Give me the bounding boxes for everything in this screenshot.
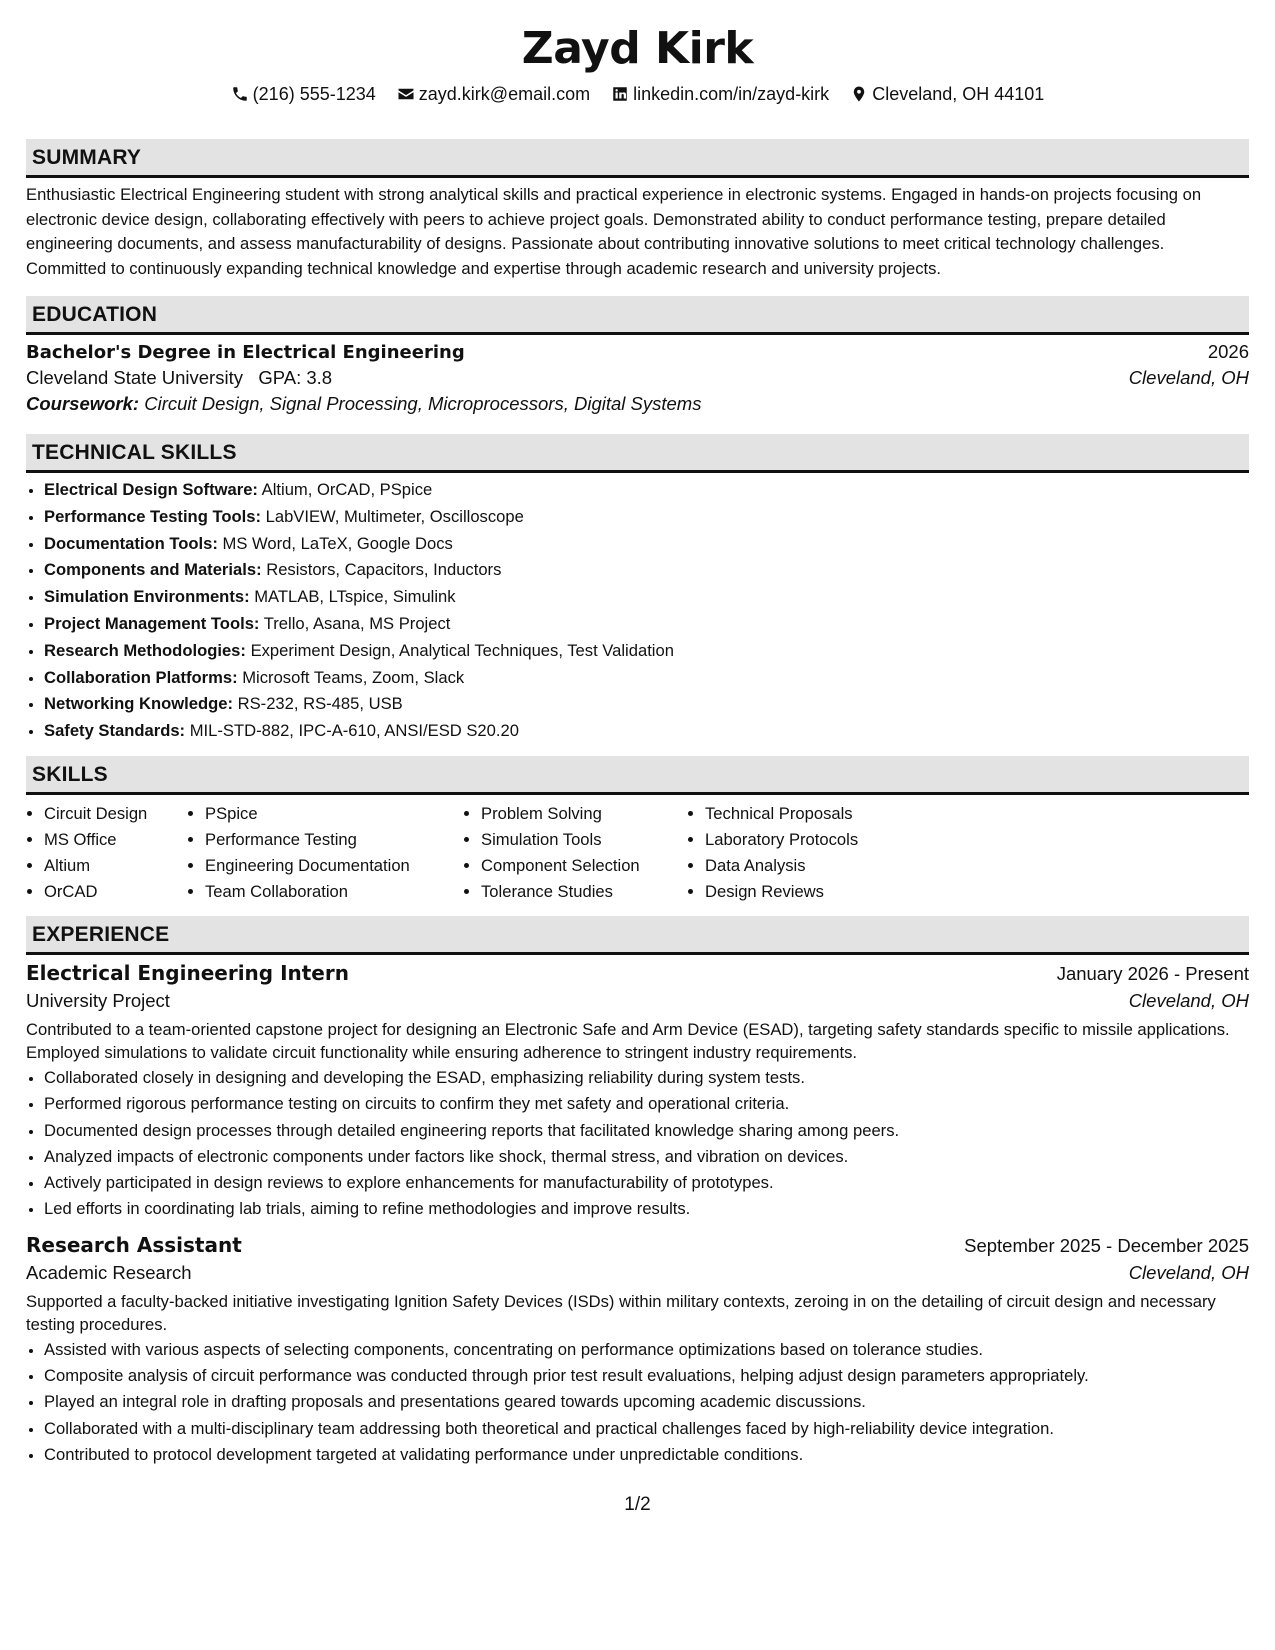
list-item: • Collaborated closely in designing and developing the ESAD, emphasizing reliability during system tests. <box>44 1065 1249 1091</box>
summary-section <box>26 139 1249 281</box>
gpa: GPA: 3.8 <box>258 367 333 388</box>
skill-value: Altium, OrCAD, PSpice <box>261 480 433 499</box>
contact-email <box>397 82 590 106</box>
job-organization: University Project <box>26 989 170 1011</box>
experience-section <box>26 916 1249 1468</box>
skills-column-4 <box>687 801 965 905</box>
education-section <box>26 296 1249 415</box>
page-number: 1/2 <box>624 1494 651 1515</box>
list-item: • Contributed to protocol development targeted at validating performance under unpredictable conditions. <box>44 1442 1249 1468</box>
job-bullets <box>26 1065 1249 1223</box>
list-item: • Performed rigorous performance testing on circuits to confirm they met safety and operational criteria. <box>44 1091 1249 1117</box>
email-text: zayd.kirk@email.com <box>418 84 591 104</box>
list-item: • Led efforts in coordinating lab trials, aiming to refine methodologies and improve results. <box>44 1196 1249 1222</box>
job-org-row <box>26 990 1249 1012</box>
job-bullets <box>26 1337 1249 1468</box>
job-title-row <box>26 961 1249 985</box>
list-item: • Analyzed impacts of electronic components under factors like shock, thermal stress, and vibration on devices. <box>44 1144 1249 1170</box>
skills-columns <box>26 801 1249 905</box>
list-item <box>44 584 1249 611</box>
job-entry <box>26 1233 1249 1468</box>
list-item <box>44 557 1249 584</box>
skill-value: Resistors, Capacitors, Inductors <box>266 560 502 580</box>
technical-skills-heading: TECHNICAL SKILLS <box>26 434 1249 473</box>
contact-location <box>850 82 1044 106</box>
skills-column-2 <box>187 801 463 905</box>
list-item: • Altium <box>44 853 187 879</box>
skills-column-3 <box>463 801 687 905</box>
skill-value: MATLAB, LTspice, Simulink <box>254 587 456 607</box>
job-location: Cleveland, OH <box>1128 1261 1249 1283</box>
skill-label: Performance Testing Tools: <box>44 506 261 526</box>
job-org-row <box>26 1262 1249 1284</box>
skill-label: Documentation Tools: <box>44 533 218 553</box>
skill-value: LabVIEW, Multimeter, Oscilloscope <box>265 506 524 526</box>
map-pin-icon <box>850 85 868 103</box>
coursework-list: Circuit Design, Signal Processing, Microprocessors, Digital Systems <box>144 393 702 414</box>
list-item <box>44 638 1249 665</box>
job-title: Electrical Engineering Intern <box>26 960 349 985</box>
job-entry <box>26 961 1249 1223</box>
job-description: Contributed to a team-oriented capstone project for designing an Electronic Safe and Arm Device (ESAD), targeting safety standards specific to missile applications. Employed simulations to validate circuit functionality while ensuring adherence to stringent industry requirements. <box>26 1019 1230 1063</box>
list-item: • Assisted with various aspects of selecting components, concentrating on performance optimizations based on tolerance studies. <box>44 1337 1249 1363</box>
technical-skills-section <box>26 434 1249 745</box>
list-item: • Design Reviews <box>705 879 965 905</box>
skill-label: Research Methodologies: <box>44 640 246 660</box>
skill-label: Safety Standards: <box>44 721 186 741</box>
skill-label: Networking Knowledge: <box>44 694 233 714</box>
phone-icon <box>231 85 249 103</box>
list-item <box>44 531 1249 558</box>
job-organization: Academic Research <box>26 1261 192 1283</box>
school-location: Cleveland, OH <box>1128 367 1249 388</box>
resume-page <box>26 0 1249 1468</box>
list-item: • Data Analysis <box>705 853 965 879</box>
list-item: • Technical Proposals <box>705 801 965 827</box>
list-item <box>44 718 1249 745</box>
job-dates: January 2026 - Present <box>1056 962 1249 984</box>
list-item <box>44 477 1249 504</box>
envelope-icon <box>397 85 415 103</box>
skill-label: Collaboration Platforms: <box>44 667 238 687</box>
skill-value: Trello, Asana, MS Project <box>263 613 451 633</box>
contact-phone <box>231 82 376 106</box>
list-item: • Engineering Documentation <box>205 853 463 879</box>
job-title-row <box>26 1233 1249 1257</box>
graduation-year: 2026 <box>1207 341 1249 362</box>
phone-text: (216) 555-1234 <box>252 84 376 104</box>
skill-value: MS Word, LaTeX, Google Docs <box>222 533 453 553</box>
list-item: • Collaborated with a multi-disciplinary team addressing both theoretical and practical challenges faced by high-reliability device integration. <box>44 1416 1249 1442</box>
skill-label: Project Management Tools: <box>44 613 260 633</box>
skill-value: MIL-STD-882, IPC-A-610, ANSI/ESD S20.20 <box>189 721 519 741</box>
list-item <box>44 504 1249 531</box>
list-item: • Played an integral role in drafting proposals and presentations geared towards upcoming academic discussions. <box>44 1389 1249 1415</box>
summary-text: Enthusiastic Electrical Engineering student with strong analytical skills and practical experience in electronic systems. Engaged in hands-on projects focusing on electronic device design, collaborating effectively with peers to achieve project goals. Demonstrated ability to conduct performance testing, prepare detailed engineering documents, and assess manufacturability of designs. Passionate about contributing innovative solutions to meet critical technology challenges. Committed to continuously expanding technical knowledge and expertise through academic research and university projects. <box>26 185 1202 278</box>
linkedin-icon <box>611 85 629 103</box>
linkedin-text: linkedin.com/in/zayd-kirk <box>633 84 830 104</box>
coursework-label: Coursework: <box>26 393 140 414</box>
skill-label: Electrical Design Software: <box>44 480 258 499</box>
list-item: • MS Office <box>44 827 187 853</box>
summary-heading: SUMMARY <box>26 139 1249 178</box>
list-item: • PSpice <box>205 801 463 827</box>
list-item: • Actively participated in design reviews to explore enhancements for manufacturability of prototypes. <box>44 1170 1249 1196</box>
technical-skills-list <box>26 477 1249 745</box>
list-item: • Performance Testing <box>205 827 463 853</box>
skills-heading: SKILLS <box>26 756 1249 795</box>
skills-column-1 <box>26 801 187 905</box>
list-item: • Team Collaboration <box>205 879 463 905</box>
list-item: • OrCAD <box>44 879 187 905</box>
list-item: • Documented design processes through detailed engineering reports that facilitated knowledge sharing among peers. <box>44 1118 1249 1144</box>
list-item: • Component Selection <box>481 853 687 879</box>
list-item: • Simulation Tools <box>481 827 687 853</box>
contact-bar <box>26 82 1249 109</box>
school-line <box>26 367 332 389</box>
degree-row <box>26 341 1249 363</box>
contact-linkedin <box>611 82 829 106</box>
list-item: • Laboratory Protocols <box>705 827 965 853</box>
list-item <box>44 691 1249 718</box>
experience-heading: EXPERIENCE <box>26 916 1249 955</box>
list-item: • Composite analysis of circuit performance was conducted through prior test result evaluations, helping adjust design parameters appropriately. <box>44 1363 1249 1389</box>
school-name: Cleveland State University <box>26 367 243 388</box>
education-heading: EDUCATION <box>26 296 1249 335</box>
school-row <box>26 367 1249 389</box>
list-item <box>44 611 1249 638</box>
job-dates: September 2025 - December 2025 <box>964 1234 1249 1256</box>
list-item: • Circuit Design <box>44 801 187 827</box>
location-text: Cleveland, OH 44101 <box>872 84 1045 104</box>
skill-value: Experiment Design, Analytical Techniques, Test Validation <box>250 640 674 660</box>
degree-title: Bachelor's Degree in Electrical Engineering <box>26 342 465 363</box>
list-item: • Problem Solving <box>481 801 687 827</box>
coursework-line <box>26 393 1249 415</box>
skill-value: Microsoft Teams, Zoom, Slack <box>242 667 465 687</box>
skill-label: Components and Materials: <box>44 560 262 580</box>
skill-label: Simulation Environments: <box>44 587 250 607</box>
candidate-name: Zayd Kirk <box>521 23 754 74</box>
list-item: • Tolerance Studies <box>481 879 687 905</box>
list-item <box>44 665 1249 692</box>
skills-section <box>26 756 1249 905</box>
skill-value: RS-232, RS-485, USB <box>237 694 403 714</box>
job-location: Cleveland, OH <box>1128 989 1249 1011</box>
job-title: Research Assistant <box>26 1232 242 1257</box>
job-description: Supported a faculty-backed initiative investigating Ignition Safety Devices (ISDs) within military contexts, zeroing in on the detailing of circuit design and necessary testing procedures. <box>26 1291 1216 1335</box>
